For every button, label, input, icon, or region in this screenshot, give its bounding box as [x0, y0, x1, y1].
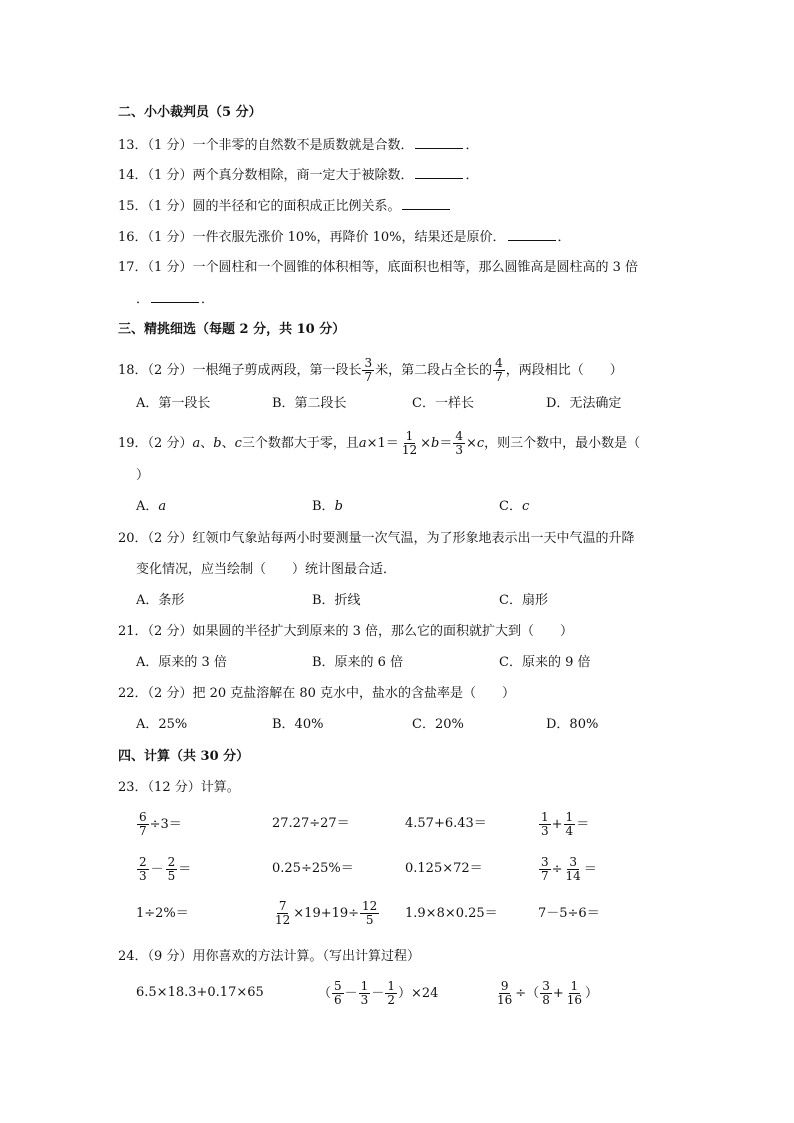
denominator: 5: [167, 869, 176, 883]
fraction: [495, 980, 514, 1007]
numerator: 5: [334, 979, 342, 993]
question-14: [118, 166, 478, 185]
calc-r2c1: [136, 856, 191, 883]
calc-r1c2: 27.27÷27＝: [272, 816, 350, 831]
fraction: [360, 900, 379, 927]
var-a: a: [192, 436, 201, 451]
denominator: 4: [565, 824, 574, 838]
question-13: [118, 136, 478, 155]
question-19-text: 19．（2 分）: [118, 436, 193, 451]
fraction: [362, 357, 374, 384]
expression: ×19+19÷: [293, 906, 360, 921]
numerator: 1: [570, 979, 579, 993]
var-b: b: [334, 499, 343, 514]
expression: ÷3＝: [149, 817, 182, 832]
separator: 、: [221, 436, 235, 451]
operator: ÷（: [515, 986, 540, 1001]
period: ．: [465, 138, 479, 153]
question-17-line-2: [136, 290, 214, 309]
var-b: b: [213, 436, 222, 451]
calc-r2c2: 0.25÷25%＝: [272, 861, 354, 876]
numerator: 12: [362, 899, 378, 913]
section-2-title: 二、小小裁判员（5 分）: [118, 105, 262, 120]
operator: －: [344, 986, 358, 1001]
fraction: [273, 900, 292, 927]
answer-blank[interactable]: [415, 136, 463, 149]
numerator: 3: [569, 855, 577, 869]
fraction: [539, 856, 551, 883]
calc-24-1: 6.5×18.3+0.17×65: [136, 985, 264, 1000]
fraction: [493, 357, 505, 384]
fraction: [565, 980, 584, 1007]
question-17-line-1: 17．（1 分）一个圆柱和一个圆锥的体积相等，底面积也相等，那么圆锥高是圆柱高的 3 倍: [118, 260, 638, 275]
period: ．: [465, 168, 479, 183]
fraction: [137, 811, 149, 838]
question-18-text: 米，第二段占全长的: [375, 363, 493, 378]
denominator: 16: [566, 993, 583, 1007]
answer-blank[interactable]: [151, 290, 199, 303]
denominator: 6: [334, 993, 342, 1007]
option-b[interactable]: B．折线: [312, 593, 361, 608]
separator: 、: [200, 436, 214, 451]
denominator: 16: [497, 993, 513, 1007]
numerator: 1: [541, 810, 549, 824]
section-4-title: 四、计算（共 30 分）: [118, 749, 250, 764]
denominator: 2: [387, 993, 395, 1007]
denominator: 7: [541, 869, 549, 883]
numerator: 1: [565, 810, 574, 824]
question-16-text: 16．（1 分）一件衣服先涨价 10%，再降价 10%，结果还是原价．: [118, 230, 506, 245]
denominator: 12: [275, 913, 291, 927]
question-19: [118, 430, 640, 457]
option-c[interactable]: C．一样长: [412, 396, 474, 411]
question-14-text: 14．（1 分）两个真分数相除，商一定大于被除数．: [118, 168, 414, 183]
option-c[interactable]: [499, 498, 529, 516]
numerator: 1: [360, 979, 369, 993]
numerator: 3: [364, 356, 373, 370]
denominator: 7: [364, 370, 373, 384]
equals: ＝: [576, 817, 590, 832]
question-15: [118, 197, 452, 216]
denominator: 7: [139, 824, 147, 838]
numerator: 3: [542, 979, 550, 993]
paren: （: [318, 986, 332, 1001]
var-a: a: [358, 436, 367, 451]
answer-blank[interactable]: [415, 166, 463, 179]
numerator: 6: [139, 810, 147, 824]
numerator: 2: [167, 855, 176, 869]
denominator: 12: [401, 443, 418, 457]
fraction: [385, 980, 397, 1007]
numerator: 4: [455, 429, 463, 443]
option-c[interactable]: C．扇形: [499, 593, 548, 608]
option-label: B．: [312, 499, 335, 514]
operator: +: [551, 817, 563, 832]
denominator: 8: [542, 993, 550, 1007]
option-b[interactable]: B．原来的 6 倍: [312, 655, 404, 670]
question-16: [118, 228, 571, 247]
question-23-title: 23．（12 分）计算。: [118, 780, 240, 795]
fraction: [539, 811, 551, 838]
option-c[interactable]: C．原来的 9 倍: [499, 655, 591, 670]
denominator: 3: [139, 869, 147, 883]
denominator: 7: [495, 370, 503, 384]
calc-r3c2: [272, 900, 380, 927]
fraction: [564, 856, 583, 883]
question-18-text: 18．（2 分）一根绳子剪成两段，第一段长: [118, 363, 362, 378]
var-b: b: [431, 436, 440, 451]
operator: +: [552, 986, 564, 1001]
question-20-line-2: 变化情况，应当绘制（ ）统计图最合适．: [136, 562, 397, 577]
operator: ×1＝: [366, 436, 399, 451]
question-18-text: ，两段相比（ ）: [505, 363, 623, 378]
question-13-text: 13．（1 分）一个非零的自然数不是质数就是合数．: [118, 138, 414, 153]
answer-blank[interactable]: [508, 228, 556, 241]
option-a[interactable]: A．第一段长: [136, 396, 211, 411]
operator: ＝: [439, 436, 453, 451]
var-a: a: [158, 499, 167, 514]
numerator: 2: [139, 855, 147, 869]
equals: ＝: [583, 862, 597, 877]
denominator: 5: [365, 913, 374, 927]
option-a[interactable]: A．25%: [136, 717, 188, 732]
period: ．: [136, 292, 150, 307]
question-19-text: 三个数都大于零，且: [241, 436, 359, 451]
option-b[interactable]: [312, 498, 343, 516]
answer-blank[interactable]: [402, 197, 450, 210]
calc-r3c4: 7－5÷6＝: [538, 906, 600, 921]
option-d[interactable]: D．无法确定: [546, 396, 622, 411]
option-a[interactable]: A．原来的 3 倍: [136, 655, 227, 670]
fraction: [137, 856, 149, 883]
var-c: c: [476, 436, 485, 451]
fraction: [453, 430, 465, 457]
option-c[interactable]: C．20%: [412, 717, 464, 732]
var-c: c: [521, 499, 530, 514]
option-b[interactable]: B．40%: [272, 717, 324, 732]
numerator: 7: [278, 899, 287, 913]
question-15-text: 15．（1 分）圆的半径和它的面积成正比例关系。: [118, 199, 401, 214]
fraction: [540, 980, 552, 1007]
paren: ）: [585, 986, 599, 1001]
denominator: 14: [565, 869, 581, 883]
numerator: 4: [495, 356, 503, 370]
fraction: [166, 856, 178, 883]
operator: ÷: [551, 862, 563, 877]
var-c: c: [234, 436, 242, 451]
calc-r3c3: 1.9×8×0.25＝: [405, 906, 498, 921]
period: ．: [557, 230, 571, 245]
option-label: C．: [499, 499, 522, 514]
option-d[interactable]: D．80%: [546, 717, 599, 732]
numerator: 9: [500, 979, 509, 993]
question-19-cont: ）: [136, 468, 150, 483]
calc-24-2: [318, 980, 438, 1007]
question-21: 21．（2 分）如果圆的半径扩大到原来的 3 倍，那么它的面积就扩大到（ ）: [118, 624, 573, 639]
fraction: [359, 980, 371, 1007]
calc-r1c1: [136, 811, 182, 838]
denominator: 3: [455, 443, 463, 457]
operator: －: [371, 986, 385, 1001]
operator: ×: [465, 436, 477, 451]
option-a[interactable]: A．条形: [136, 593, 185, 608]
question-22: 22．（2 分）把 20 克盐溶解在 80 克水中，盐水的含盐率是（ ）: [118, 686, 516, 701]
numerator: 1: [405, 429, 414, 443]
calc-r2c4: [538, 856, 597, 883]
denominator: 3: [360, 993, 369, 1007]
fraction: [332, 980, 344, 1007]
option-label: A．: [136, 499, 159, 514]
period: ．: [201, 292, 215, 307]
calc-24-3: [494, 980, 598, 1007]
fraction: [564, 811, 576, 838]
calc-r3c1: 1÷2%＝: [136, 906, 189, 921]
section-3-title: 三、精挑细选（每题 2 分，共 10 分）: [118, 322, 346, 337]
question-19-text: ，则三个数中，最小数是（: [484, 436, 641, 451]
option-a[interactable]: [136, 498, 166, 516]
calc-r1c3: 4.57+6.43＝: [405, 816, 487, 831]
fraction: [400, 430, 419, 457]
equals: ＝: [178, 862, 192, 877]
denominator: 3: [541, 824, 549, 838]
operator: ×: [420, 436, 431, 451]
calc-r2c3: 0.125×72＝: [405, 861, 483, 876]
calc-r1c4: [538, 811, 589, 838]
numerator: 1: [387, 979, 395, 993]
option-b[interactable]: B．第二段长: [272, 396, 347, 411]
paren: ）×24: [397, 986, 439, 1001]
question-20-line-1: 20．（2 分）红领巾气象站每两小时要测量一次气温，为了形象地表示出一天中气温的升降: [118, 531, 635, 546]
question-18: [118, 357, 623, 384]
question-24-title: 24．（9 分）用你喜欢的方法计算。（写出计算过程）: [118, 949, 420, 964]
numerator: 3: [541, 855, 549, 869]
operator: －: [150, 862, 164, 877]
